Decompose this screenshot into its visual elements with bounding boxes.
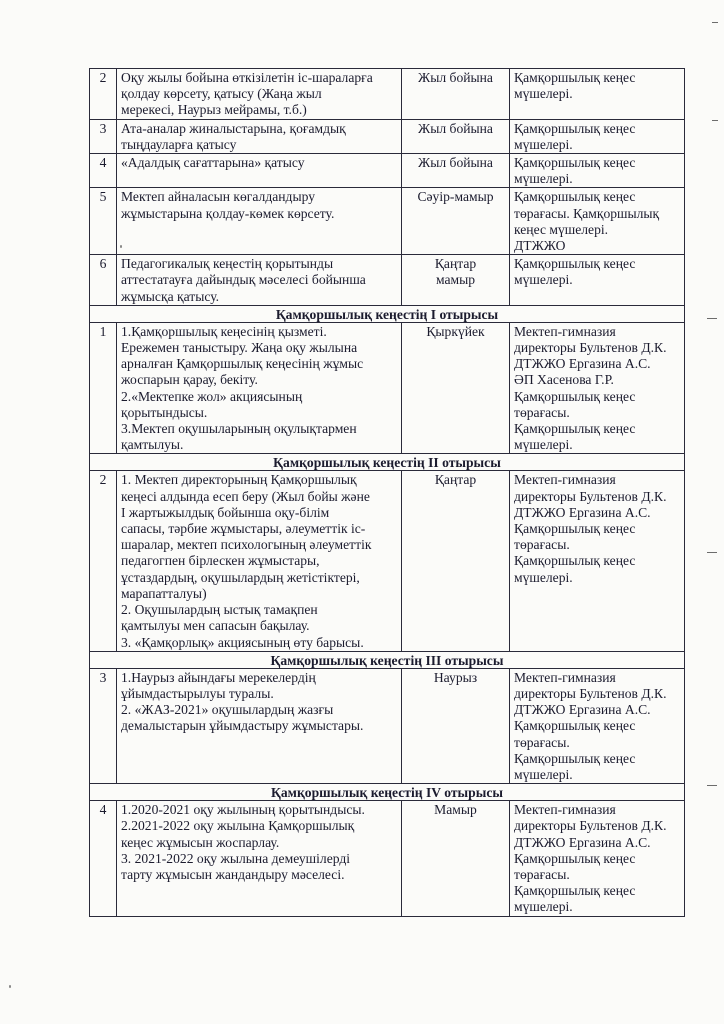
text-line: 3. «Қамқорлық» акциясының өту барысы. (121, 634, 364, 650)
text-line: 4 (99, 802, 107, 818)
text-line: 3 (99, 120, 107, 136)
text-line: Қамқоршылық кеңес (514, 388, 636, 404)
scan-mark (712, 22, 718, 23)
row-number (90, 801, 117, 916)
section-title: Қамқоршылық кеңестің ІІ отырысы (90, 454, 685, 471)
text-line: директоры Бультенов Д.К. (514, 685, 667, 701)
deadline-cell (402, 322, 510, 454)
text-line: Жыл бойына (418, 120, 493, 136)
scan-speck (120, 245, 122, 248)
text-line: мүшелері. (514, 272, 573, 288)
section-title: Қамқоршылық кеңестің IV отырысы (90, 784, 685, 801)
text-line: директоры Бультенов Д.К. (514, 340, 667, 356)
deadline-cell (402, 154, 510, 188)
text-line: Қамқоршылық кеңес (514, 521, 636, 537)
text-line: ДТЖЖО Ергазина А.С. (514, 356, 651, 372)
section-header-row (90, 305, 685, 322)
text-line: мүшелері. (514, 136, 573, 152)
responsible-cell (510, 69, 685, 120)
text-line: жұмыстарына қолдау-көмек көрсету. (121, 205, 335, 221)
row-number (90, 322, 117, 454)
text-line: ДТЖЖО (514, 238, 566, 254)
deadline-cell (402, 255, 510, 306)
activity-cell (117, 322, 402, 454)
text-line: 1. Мектеп директорының Қамқоршылық (121, 472, 357, 488)
text-line: мүшелері. (514, 766, 573, 782)
text-line: Ата-аналар жиналыстарына, қоғамдық (121, 120, 346, 136)
text-line: 2 (99, 472, 107, 488)
text-line: Мектеп-гимназия (514, 323, 616, 339)
text-line: ДТЖЖО Ергазина А.С. (514, 504, 651, 520)
text-line: Қаңтар (434, 256, 477, 272)
deadline-cell (402, 119, 510, 153)
section-header-row (90, 454, 685, 471)
responsible-cell (510, 154, 685, 188)
text-line: қорытындысы. (121, 404, 208, 420)
text-line: Қамқоршылық кеңес (514, 256, 636, 272)
text-line: кеңесі алдында есеп беру (Жыл бойы және (121, 488, 370, 504)
text-line: демалыстарын ұйымдастыру жұмыстары. (121, 718, 364, 734)
text-line: педагогпен бірлескен жұмыстары, (121, 553, 320, 569)
text-line: ДТЖЖО Ергазина А.С. (514, 834, 651, 850)
responsible-cell (510, 322, 685, 454)
text-line: 2.«Мектепке жол» акциясының (121, 388, 303, 404)
text-line: төрағасы. (514, 537, 570, 553)
activity-cell (117, 69, 402, 120)
text-line: 3. 2021-2022 оқу жылына демеушілерді (121, 850, 351, 866)
responsible-cell (510, 801, 685, 916)
text-line: мүшелері. (514, 437, 573, 453)
text-line: мүшелері. (514, 899, 573, 915)
text-line: Ережемен таныстыру. Жаңа оқу жылына (121, 340, 358, 356)
row-number (90, 119, 117, 153)
text-line: төрағасы. Қамқоршылық (514, 205, 660, 221)
table-row (90, 255, 685, 306)
text-line: 2. «ЖАЗ-2021» оқушылардың жазғы (121, 702, 334, 718)
activity-cell (117, 119, 402, 153)
text-line: 1.Қамқоршылық кеңесінің қызметі. (121, 323, 327, 339)
text-line: директоры Бультенов Д.К. (514, 488, 667, 504)
meeting-row (90, 322, 685, 454)
text-line: ДТЖЖО Ергазина А.С. (514, 702, 651, 718)
text-line: мүшелері. (514, 569, 573, 585)
text-line: Мектеп-гимназия (514, 802, 616, 818)
text-line: жоспарын қарау, бекіту. (121, 372, 258, 388)
deadline-cell (402, 801, 510, 916)
text-line: 2. Оқушылардың ыстық тамақпен (121, 602, 318, 618)
text-line: Қамқоршылық кеңес (514, 189, 636, 205)
text-line: мүшелері. (514, 86, 573, 102)
text-line: Қамқоршылық кеңес (514, 850, 636, 866)
text-line: 5 (99, 189, 107, 205)
text-line: 6 (99, 256, 107, 272)
text-line: 1.2020-2021 оқу жылының қорытындысы. (121, 802, 365, 818)
text-line: шаралар, мектеп психологының әлеуметтік (121, 537, 372, 553)
row-number (90, 188, 117, 255)
text-line: жұмысқа қатысу. (121, 288, 220, 304)
meeting-row (90, 668, 685, 783)
text-line: Мектеп-гимназия (514, 472, 616, 488)
text-line: «Адалдық сағаттарына» қатысу (121, 155, 305, 171)
responsible-cell (510, 471, 685, 651)
table-row (90, 119, 685, 153)
activity-cell (117, 154, 402, 188)
section-title: Қамқоршылық кеңестің ІІІ отырысы (90, 651, 685, 668)
scan-mark (707, 785, 717, 786)
text-line: 2 (99, 70, 107, 85)
text-line: Жыл бойына (418, 155, 493, 171)
text-line: 1 (99, 323, 107, 339)
text-line: Наурыз (433, 669, 478, 685)
text-line: Мектеп айналасын көгалдандыру (121, 189, 316, 205)
activity-cell (117, 801, 402, 916)
text-line: Қамқоршылық кеңес (514, 718, 636, 734)
meeting-row (90, 471, 685, 651)
text-line: 4 (99, 155, 107, 171)
text-line: ұстаздардың, оқушылардың жетістіктері, (121, 569, 360, 585)
responsible-cell (510, 668, 685, 783)
table-row (90, 188, 685, 255)
deadline-cell (402, 668, 510, 783)
text-line: марапатталуы) (121, 585, 207, 601)
deadline-cell (402, 188, 510, 255)
text-line: І жартыжылдық бойынша оқу-білім (121, 504, 330, 520)
text-line: төрағасы. (514, 404, 570, 420)
text-line: Қамқоршылық кеңес (514, 553, 636, 569)
text-line: Қамқоршылық кеңес (514, 883, 636, 899)
activity-cell (117, 471, 402, 651)
text-line: қамтылуы мен сапасын бақылау. (121, 618, 310, 634)
responsible-cell (510, 119, 685, 153)
text-line: Оқу жылы бойына өткізілетін іс-шараларға (121, 70, 373, 85)
text-line: Қамқоршылық кеңес (514, 120, 636, 136)
text-line: 3 (99, 669, 107, 685)
activity-cell (117, 255, 402, 306)
text-line: 2.2021-2022 оқу жылына Қамқоршылық (121, 818, 355, 834)
text-line: сапасы, тәрбие жұмыстары, әлеуметтік іс- (121, 521, 366, 537)
text-line: арналған Қамқоршылық кеңесінің жұмыс (121, 356, 364, 372)
text-line: директоры Бультенов Д.К. (514, 818, 667, 834)
text-line: тыңдауларға қатысу (121, 136, 237, 152)
responsible-cell (510, 255, 685, 306)
row-number (90, 69, 117, 120)
text-line: Қаңтар (434, 472, 477, 488)
text-line: қолдау көрсету, қатысу (Жаңа жыл (121, 86, 322, 102)
deadline-cell (402, 471, 510, 651)
row-number (90, 471, 117, 651)
text-line: Қамқоршылық кеңес (514, 70, 636, 85)
text-line: кеңес жұмысын жоспарлау. (121, 834, 280, 850)
text-line: Педагогикалық кеңестің қорытынды (121, 256, 334, 272)
meeting-row (90, 801, 685, 916)
text-line: Мамыр (434, 802, 477, 818)
text-line: Қамқоршылық кеңес (514, 155, 636, 171)
text-line: Қамқоршылық кеңес (514, 750, 636, 766)
text-line: кеңес мүшелері. (514, 221, 609, 237)
work-plan-table (89, 68, 685, 917)
text-line: ұйымдастырылуы туралы. (121, 685, 274, 701)
scan-mark (707, 318, 717, 319)
text-line: Сәуір-мамыр (417, 189, 494, 205)
text-line: 3.Мектеп оқушыларының оқулықтармен (121, 421, 357, 437)
text-line: Қыркүйек (426, 323, 485, 339)
section-title: Қамқоршылық кеңестің І отырысы (90, 305, 685, 322)
activity-cell (117, 668, 402, 783)
text-line: Қамқоршылық кеңес (514, 421, 636, 437)
scan-mark (707, 552, 717, 553)
text-line: аттестатауға дайындық мәселесі бойынша (121, 272, 366, 288)
activity-cell (117, 188, 402, 255)
scan-mark (712, 120, 718, 121)
text-line: тарту жұмысын жандандыру мәселесі. (121, 866, 345, 882)
text-line: 1.Наурыз айындағы мерекелердің (121, 669, 316, 685)
text-line: Мектеп-гимназия (514, 669, 616, 685)
row-number (90, 255, 117, 306)
table-row (90, 69, 685, 120)
deadline-cell (402, 69, 510, 120)
text-line: төрағасы. (514, 866, 570, 882)
section-header-row (90, 784, 685, 801)
responsible-cell (510, 188, 685, 255)
text-line: Жыл бойына (418, 70, 493, 85)
section-header-row (90, 651, 685, 668)
row-number (90, 668, 117, 783)
scan-speck (9, 985, 11, 988)
text-line: мүшелері. (514, 171, 573, 187)
text-line: төрағасы. (514, 734, 570, 750)
text-line: мамыр (435, 272, 476, 288)
text-line: қамтылуы. (121, 437, 184, 453)
row-number (90, 154, 117, 188)
text-line: ӘП Хасенова Г.Р. (514, 372, 614, 388)
table-row (90, 154, 685, 188)
text-line: мерекесі, Наурыз мейрамы, т.б.) (121, 102, 307, 118)
